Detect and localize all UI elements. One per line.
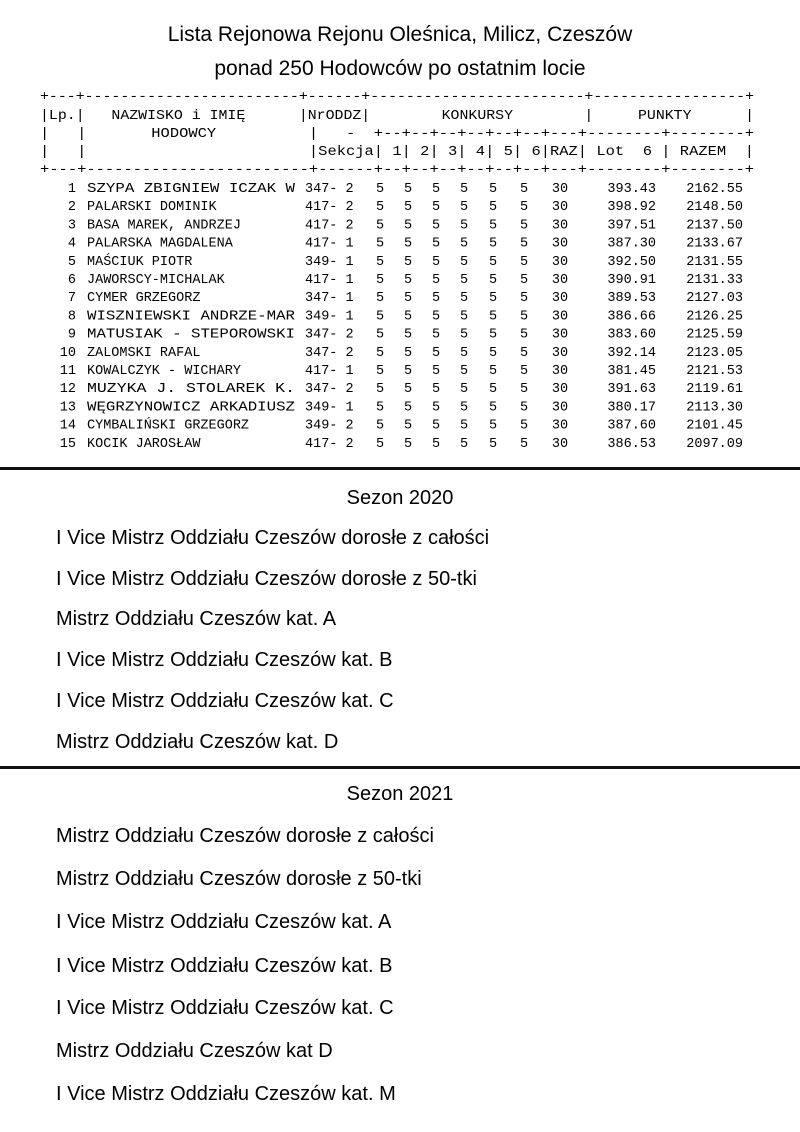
table-cell-raz: 30 xyxy=(551,309,569,325)
table-cell-k2: 5 xyxy=(403,436,413,452)
table-cell-razem: 2126.25 xyxy=(686,309,743,325)
table-cell-k2: 5 xyxy=(403,182,413,197)
table-cell-k5: 5 xyxy=(488,182,498,197)
table-cell-k3: 5 xyxy=(431,364,441,379)
table-row xyxy=(60,437,743,452)
table-cell-razem: 2097.09 xyxy=(686,436,743,452)
table-cell-raz: 30 xyxy=(551,436,569,452)
table-cell-lot6: 390.91 xyxy=(607,273,656,288)
table-cell-k4: 5 xyxy=(459,273,469,288)
table-cell-k3: 5 xyxy=(431,436,441,452)
table-row xyxy=(60,346,743,361)
table-cell-k4: 5 xyxy=(459,254,469,270)
table-cell-k1: 5 xyxy=(375,200,385,216)
table-border-top: +---+------------------------+------+------------------------+-----------------+ xyxy=(40,90,754,105)
table-cell-lp: 10 xyxy=(59,345,76,361)
table-cell-lot6: 387.60 xyxy=(607,418,656,434)
table-cell-oddz: 417- 2 xyxy=(305,218,354,234)
table-cell-k5: 5 xyxy=(488,309,498,325)
table-cell-raz: 30 xyxy=(551,236,569,252)
table-cell-name: SZYPA ZBIGNIEW ICZAK W xyxy=(87,182,297,197)
season-2020-award: I Vice Mistrz Oddziału Czeszów kat. B xyxy=(56,649,393,671)
table-cell-lp: 6 xyxy=(67,273,76,288)
table-cell-k6: 5 xyxy=(519,200,529,216)
table-cell-lot6: 381.45 xyxy=(607,364,656,379)
table-cell-k3: 5 xyxy=(431,182,441,197)
table-cell-k2: 5 xyxy=(403,418,413,434)
table-cell-k3: 5 xyxy=(431,400,441,416)
table-cell-oddz: 347- 1 xyxy=(305,291,354,307)
table-cell-k4: 5 xyxy=(459,418,469,434)
table-cell-k5: 5 xyxy=(488,200,498,216)
table-cell-name: CYMER GRZEGORZ xyxy=(87,291,201,307)
table-cell-raz: 30 xyxy=(551,364,569,379)
season-2020-award: I Vice Mistrz Oddziału Czeszów dorosłe z całości xyxy=(56,527,490,549)
table-cell-k2: 5 xyxy=(403,400,413,416)
table-row xyxy=(60,382,743,397)
table-cell-raz: 30 xyxy=(551,273,569,288)
table-cell-k1: 5 xyxy=(375,218,385,234)
season-2020-award: Mistrz Oddziału Czeszów kat. D xyxy=(56,731,339,753)
table-cell-k4: 5 xyxy=(459,327,469,343)
table-cell-k2: 5 xyxy=(403,200,413,216)
table-cell-raz: 30 xyxy=(551,218,569,234)
table-cell-k1: 5 xyxy=(375,364,385,379)
season-2020-heading: Sezon 2020 xyxy=(346,487,454,509)
table-cell-lp: 11 xyxy=(59,364,76,379)
table-cell-k4: 5 xyxy=(459,182,469,197)
season-2020-award: Mistrz Oddziału Czeszów kat. A xyxy=(56,608,337,630)
table-cell-k2: 5 xyxy=(403,345,413,361)
table-cell-k6: 5 xyxy=(519,273,529,288)
table-cell-k2: 5 xyxy=(403,364,413,379)
table-cell-oddz: 349- 1 xyxy=(305,400,354,416)
document-subtitle: ponad 250 Hodowców po ostatnim locie xyxy=(214,57,586,80)
table-cell-raz: 30 xyxy=(551,200,569,216)
table-cell-lp: 5 xyxy=(67,254,76,270)
table-cell-oddz: 417- 2 xyxy=(305,436,354,452)
table-cell-oddz: 347- 2 xyxy=(305,327,354,343)
table-cell-k5: 5 xyxy=(488,236,498,252)
table-row xyxy=(68,237,743,252)
table-cell-k5: 5 xyxy=(488,382,498,398)
table-cell-k3: 5 xyxy=(431,200,441,216)
table-cell-k2: 5 xyxy=(403,218,413,234)
table-cell-k1: 5 xyxy=(375,273,385,288)
table-cell-k3: 5 xyxy=(431,382,441,398)
table-cell-k5: 5 xyxy=(488,273,498,288)
table-cell-razem: 2127.03 xyxy=(686,291,743,307)
table-cell-name: WISZNIEWSKI ANDRZE-MAR xyxy=(87,309,295,325)
table-cell-oddz: 349- 1 xyxy=(305,309,354,325)
table-cell-lp: 2 xyxy=(67,200,76,216)
table-cell-lot6: 397.51 xyxy=(607,218,656,234)
season-2021-award: I Vice Mistrz Oddziału Czeszów kat. B xyxy=(56,955,393,977)
table-cell-name: CYMBALIŃSKI GRZEGORZ xyxy=(87,418,250,434)
table-cell-k3: 5 xyxy=(431,218,441,234)
table-cell-k4: 5 xyxy=(459,236,469,252)
table-cell-k1: 5 xyxy=(375,382,385,398)
table-cell-razem: 2133.67 xyxy=(686,236,743,252)
table-cell-k2: 5 xyxy=(403,309,413,325)
table-cell-name: JAWORSCY-MICHALAK xyxy=(87,273,225,288)
table-cell-razem: 2121.53 xyxy=(686,364,743,379)
table-cell-lp: 1 xyxy=(67,182,76,197)
table-cell-k6: 5 xyxy=(519,400,529,416)
table-row xyxy=(68,218,743,233)
results-table xyxy=(40,89,760,459)
table-row xyxy=(68,182,743,197)
table-cell-k6: 5 xyxy=(519,309,529,325)
table-cell-k1: 5 xyxy=(375,182,385,197)
table-cell-lot6: 392.50 xyxy=(607,254,656,270)
table-cell-name: MAŚCIUK PIOTR xyxy=(87,254,193,270)
table-cell-lot6: 393.43 xyxy=(607,182,656,197)
table-border-bottom: +---+------------------------+------+--+--+--+--+--+--+---+--------+--------+ xyxy=(40,163,754,178)
table-cell-k3: 5 xyxy=(431,418,441,434)
table-cell-k1: 5 xyxy=(375,309,385,325)
season-2021-heading: Sezon 2021 xyxy=(346,783,454,805)
table-cell-k1: 5 xyxy=(375,418,385,434)
table-cell-k4: 5 xyxy=(459,400,469,416)
table-cell-k6: 5 xyxy=(519,291,529,307)
season-2021-award: Mistrz Oddziału Czeszów dorosłe z całości xyxy=(56,825,434,847)
table-cell-lot6: 392.14 xyxy=(607,345,656,361)
table-cell-lot6: 383.60 xyxy=(607,327,656,343)
table-cell-razem: 2113.30 xyxy=(686,400,743,416)
table-cell-k4: 5 xyxy=(459,291,469,307)
table-cell-k2: 5 xyxy=(403,327,413,343)
table-cell-k6: 5 xyxy=(519,218,529,234)
table-cell-lot6: 389.53 xyxy=(607,291,656,307)
table-row xyxy=(68,291,743,306)
section-divider xyxy=(0,766,800,769)
table-cell-k5: 5 xyxy=(488,436,498,452)
table-cell-k1: 5 xyxy=(375,254,385,270)
table-cell-k3: 5 xyxy=(431,327,441,343)
table-cell-k5: 5 xyxy=(488,345,498,361)
table-cell-k1: 5 xyxy=(375,345,385,361)
table-cell-name: PALARSKA MAGDALENA xyxy=(87,236,233,252)
table-cell-razem: 2148.50 xyxy=(686,200,743,216)
table-cell-k4: 5 xyxy=(459,309,469,325)
table-cell-k6: 5 xyxy=(519,327,529,343)
table-cell-oddz: 347- 2 xyxy=(305,382,354,398)
table-cell-k2: 5 xyxy=(403,273,413,288)
table-cell-name: KOWALCZYK - WICHARY xyxy=(87,364,241,379)
table-cell-lp: 12 xyxy=(59,382,76,398)
table-cell-lp: 15 xyxy=(59,436,76,452)
table-cell-name: BASA MAREK, ANDRZEJ xyxy=(87,218,241,234)
season-2021-award: I Vice Mistrz Oddziału Czeszów kat. M xyxy=(56,1083,396,1105)
table-cell-lot6: 386.53 xyxy=(607,436,656,452)
table-cell-k4: 5 xyxy=(459,382,469,398)
table-cell-lot6: 387.30 xyxy=(607,236,656,252)
season-2021-award: Mistrz Oddziału Czeszów kat D xyxy=(56,1040,333,1062)
table-header-row: |Lp.| NAZWISKO i IMIĘ |NrODDZ| KONKURSY | PUNKTY | xyxy=(40,109,754,124)
table-row xyxy=(68,254,743,270)
table-cell-name: ZALOMSKI RAFAL xyxy=(87,345,201,361)
table-cell-oddz: 347- 2 xyxy=(305,345,354,361)
table-header-row: | | HODOWCY | - +--+--+--+--+--+--+---+--------+--------+ xyxy=(40,127,754,142)
table-cell-k6: 5 xyxy=(519,182,529,197)
table-cell-k1: 5 xyxy=(375,436,385,452)
table-row xyxy=(68,200,743,215)
table-cell-raz: 30 xyxy=(551,382,569,398)
section-divider xyxy=(0,467,800,470)
table-cell-k4: 5 xyxy=(459,364,469,379)
table-cell-oddz: 417- 2 xyxy=(305,200,354,216)
table-cell-k3: 5 xyxy=(431,291,441,307)
table-cell-k5: 5 xyxy=(488,418,498,434)
table-cell-lot6: 391.63 xyxy=(607,382,656,398)
table-cell-oddz: 417- 1 xyxy=(305,273,354,288)
table-cell-k5: 5 xyxy=(488,218,498,234)
table-row xyxy=(60,400,743,415)
table-cell-oddz: 349- 2 xyxy=(305,418,354,434)
document-title: Lista Rejonowa Rejonu Oleśnica, Milicz, Czeszów xyxy=(167,23,633,46)
table-cell-razem: 2123.05 xyxy=(686,345,743,361)
table-cell-k5: 5 xyxy=(488,327,498,343)
table-row xyxy=(68,328,743,343)
table-row xyxy=(68,273,743,288)
table-cell-lp: 13 xyxy=(59,400,76,416)
table-cell-k1: 5 xyxy=(375,236,385,252)
table-cell-k3: 5 xyxy=(431,345,441,361)
table-cell-raz: 30 xyxy=(551,418,569,434)
table-cell-k6: 5 xyxy=(519,236,529,252)
table-cell-oddz: 347- 2 xyxy=(305,182,354,197)
table-cell-razem: 2131.33 xyxy=(686,273,743,288)
season-2020-award: I Vice Mistrz Oddziału Czeszów dorosłe z 50-tki xyxy=(56,568,477,590)
table-cell-k2: 5 xyxy=(403,382,413,398)
table-cell-name: MUZYKA J. STOLAREK K. xyxy=(87,382,295,398)
table-cell-k2: 5 xyxy=(403,254,413,270)
table-cell-lot6: 398.92 xyxy=(607,200,656,216)
table-cell-lp: 9 xyxy=(67,327,76,343)
table-body xyxy=(60,182,743,452)
table-cell-k2: 5 xyxy=(403,291,413,307)
table-cell-k1: 5 xyxy=(375,400,385,416)
table-cell-k6: 5 xyxy=(519,254,529,270)
table-header-row: | | |Sekcja| 1| 2| 3| 4| 5| 6|RAZ| Lot 6 | RAZEM | xyxy=(40,145,754,160)
table-cell-k6: 5 xyxy=(519,436,529,452)
table-cell-oddz: 417- 1 xyxy=(305,236,354,252)
table-cell-k6: 5 xyxy=(519,345,529,361)
table-cell-k6: 5 xyxy=(519,382,529,398)
table-row xyxy=(60,364,743,379)
table-row xyxy=(60,418,743,434)
table-cell-lp: 7 xyxy=(67,291,76,307)
table-cell-lp: 8 xyxy=(67,309,76,325)
table-cell-k3: 5 xyxy=(431,309,441,325)
table-cell-k1: 5 xyxy=(375,327,385,343)
table-cell-lp: 3 xyxy=(67,218,76,234)
table-cell-k4: 5 xyxy=(459,345,469,361)
season-2021-award: I Vice Mistrz Oddziału Czeszów kat. A xyxy=(56,911,392,933)
table-cell-k3: 5 xyxy=(431,254,441,270)
table-cell-lot6: 386.66 xyxy=(607,309,656,325)
table-cell-k4: 5 xyxy=(459,436,469,452)
table-cell-razem: 2101.45 xyxy=(686,418,743,434)
table-cell-raz: 30 xyxy=(551,291,569,307)
table-cell-name: PALARSKI DOMINIK xyxy=(87,200,217,216)
table-cell-raz: 30 xyxy=(551,400,569,416)
season-2021-award: I Vice Mistrz Oddziału Czeszów kat. C xyxy=(56,997,394,1019)
table-cell-razem: 2162.55 xyxy=(686,182,743,197)
table-cell-name: WĘGRZYNOWICZ ARKADIUSZ xyxy=(87,400,295,416)
table-cell-razem: 2125.59 xyxy=(686,327,743,343)
table-cell-k1: 5 xyxy=(375,291,385,307)
table-cell-k6: 5 xyxy=(519,418,529,434)
table-cell-lp: 4 xyxy=(67,236,76,252)
table-cell-k5: 5 xyxy=(488,254,498,270)
table-cell-k3: 5 xyxy=(431,236,441,252)
table-cell-raz: 30 xyxy=(551,254,569,270)
table-cell-k5: 5 xyxy=(488,400,498,416)
table-cell-oddz: 417- 1 xyxy=(305,364,354,379)
table-cell-razem: 2131.55 xyxy=(686,254,743,270)
table-cell-lot6: 380.17 xyxy=(607,400,656,416)
table-cell-name: MATUSIAK - STEPOROWSKI xyxy=(87,327,295,343)
table-cell-lp: 14 xyxy=(59,418,76,434)
table-cell-razem: 2137.50 xyxy=(686,218,743,234)
table-cell-raz: 30 xyxy=(551,345,569,361)
table-cell-k6: 5 xyxy=(519,364,529,379)
table-cell-k4: 5 xyxy=(459,218,469,234)
table-cell-k2: 5 xyxy=(403,236,413,252)
table-row xyxy=(68,309,743,324)
table-cell-k3: 5 xyxy=(431,273,441,288)
season-2020-award: I Vice Mistrz Oddziału Czeszów kat. C xyxy=(56,690,394,712)
table-cell-k5: 5 xyxy=(488,364,498,379)
table-cell-raz: 30 xyxy=(551,182,569,197)
table-cell-razem: 2119.61 xyxy=(686,382,743,398)
table-cell-oddz: 349- 1 xyxy=(305,254,354,270)
table-cell-k4: 5 xyxy=(459,200,469,216)
table-cell-name: KOCIK JAROSŁAW xyxy=(87,436,201,452)
table-cell-k5: 5 xyxy=(488,291,498,307)
table-cell-raz: 30 xyxy=(551,327,569,343)
season-2021-award: Mistrz Oddziału Czeszów dorosłe z 50-tki xyxy=(56,868,422,890)
